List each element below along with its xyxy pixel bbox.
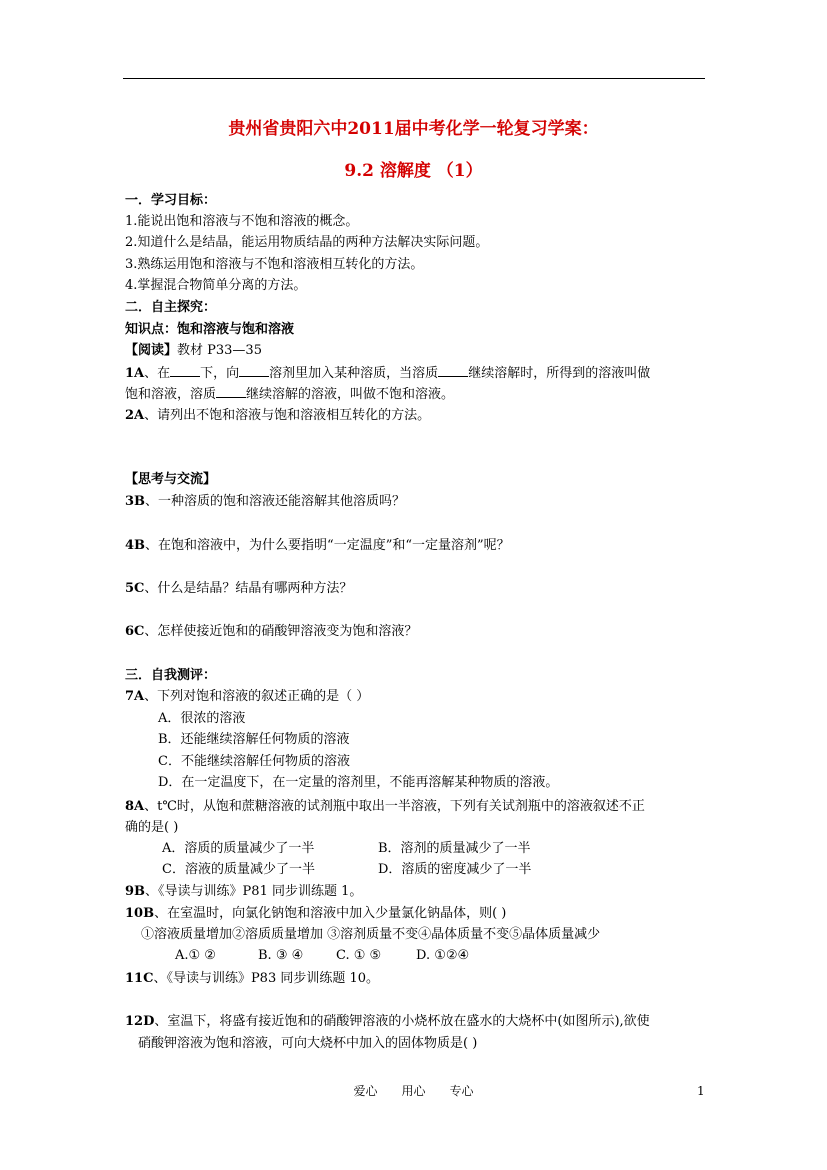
question-1 [125, 363, 650, 384]
section1-heading: 一．学习目标： [125, 193, 217, 208]
question-number: 9B [125, 884, 146, 899]
option-c[interactable]: C. ① ⑤ [336, 948, 382, 963]
question-number: 10B [125, 906, 155, 921]
question-number: 5C [125, 581, 145, 596]
goal-item: 1.能说出饱和溶液与不饱和溶液的概念。 [125, 214, 359, 229]
option-a[interactable]: A．很浓的溶液 [158, 711, 246, 726]
question-text: 、《导读与训练》P83 同步训练题 10。 [153, 971, 380, 986]
question-12-cont: 硝酸钾溶液为饱和溶液，可向大烧杯中加入的固体物质是( ) [138, 1036, 478, 1051]
footer-text: 爱心 [353, 1084, 378, 1098]
knowledge-point: 知识点：饱和溶液与饱和溶液 [125, 322, 295, 337]
option-b[interactable]: B．还能继续溶解任何物质的溶液 [158, 732, 350, 747]
question-text: 继续溶解的溶液，叫做不饱和溶液。 [246, 387, 455, 402]
question-number: 3B [125, 494, 146, 509]
question-text: 溶剂里加入某种溶质，当溶质 [269, 366, 439, 381]
question-number: 11C [125, 971, 154, 986]
option-c[interactable]: C．不能继续溶解任何物质的溶液 [158, 754, 350, 769]
footer-text: 用心 [401, 1084, 426, 1098]
question-12 [125, 1012, 650, 1032]
page-title: 贵州省贵阳六中2011届中考化学一轮复习学案： [228, 119, 599, 139]
option-d[interactable]: D. ①②④ [416, 948, 470, 963]
header-rule [123, 78, 705, 79]
question-6 [125, 622, 417, 642]
question-text: 、一种溶质的饱和溶液还能溶解其他溶质吗？ [145, 494, 406, 509]
question-text: 、怎样使接近饱和的硝酸钾溶液变为饱和溶液？ [144, 624, 418, 639]
question-text: 、什么是结晶？结晶有哪两种方法？ [144, 581, 353, 596]
option-a[interactable]: A.① ② [175, 948, 216, 963]
question-11 [125, 969, 379, 989]
question-1-cont [125, 384, 454, 405]
think-heading: 【思考与交流】 [125, 472, 217, 487]
question-text: 、室温下，将盛有接近饱和的硝酸钾溶液的小烧杯放在盛水的大烧杯中(如图所示),欲使 [154, 1014, 650, 1029]
question-text: 、在室温时，向氯化钠饱和溶液中加入少量氯化钠晶体，则( ) [154, 906, 507, 921]
read-text: 教材 P33—35 [177, 343, 262, 358]
question-number: 12D [125, 1014, 155, 1029]
answer-blank[interactable] [239, 363, 269, 377]
option-d[interactable]: D．在一定温度下，在一定量的溶剂里，不能再溶解某种物质的溶液。 [158, 775, 559, 790]
question-number: 4B [125, 538, 146, 553]
question-10 [125, 904, 506, 924]
question-4 [125, 536, 510, 556]
section3-heading: 三．自我测评： [125, 668, 217, 683]
question-7 [125, 687, 369, 707]
question-3 [125, 492, 405, 512]
question-number: 6C [125, 624, 145, 639]
answer-blank[interactable] [170, 363, 200, 377]
page-number: 1 [697, 1084, 705, 1098]
question-5 [125, 579, 352, 599]
question-8 [125, 797, 645, 817]
question-text: 继续溶解时，所得到的溶液叫做 [468, 366, 651, 381]
question-text: 下，向 [200, 366, 240, 381]
goal-item: 2.知道什么是结晶，能运用物质结晶的两种方法解决实际问题。 [125, 235, 489, 250]
question-text: 、t℃时，从饱和蔗糖溶液的试剂瓶中取出一半溶液，下列有关试剂瓶中的溶液叙述不正 [144, 799, 645, 814]
goal-item: 4.掌握混合物简单分离的方法。 [125, 278, 307, 293]
question-text: 、下列对饱和溶液的叙述正确的是（ ） [144, 689, 370, 704]
read-tag: 【阅读】 [125, 343, 178, 358]
question-8-cont: 确的是( ) [125, 820, 179, 835]
question-text: 、在饱和溶液中，为什么要指明“一定温度”和“一定量溶剂”呢？ [145, 538, 510, 553]
question-text: 、请列出不饱和溶液与饱和溶液相互转化的方法。 [144, 408, 431, 423]
question-text: 、在 [144, 366, 171, 381]
option-d[interactable]: D．溶质的密度减少了一半 [378, 862, 532, 877]
page-subtitle: 9.2 溶解度 （1） [344, 161, 483, 181]
question-text: 饱和溶液，溶质 [125, 387, 217, 402]
read-line [125, 341, 262, 361]
footer-text: 专心 [449, 1084, 474, 1098]
question-text: 、《导读与训练》P81 同步训练题 1。 [145, 884, 363, 899]
question-number: 8A [125, 799, 145, 814]
question-number: 1A [125, 366, 145, 381]
option-a[interactable]: A．溶质的质量减少了一半 [162, 841, 315, 856]
section2-heading: 二．自主探究： [125, 300, 217, 315]
question-number: 2A [125, 408, 145, 423]
question-10-items: ①溶液质量增加②溶质质量增加 ③溶剂质量不变④晶体质量不变⑤晶体质量减少 [141, 927, 601, 942]
question-9 [125, 882, 362, 902]
option-c[interactable]: C．溶液的质量减少了一半 [162, 862, 315, 877]
question-2 [125, 406, 430, 426]
answer-blank[interactable] [438, 363, 468, 377]
option-b[interactable]: B. ③ ④ [258, 948, 304, 963]
answer-blank[interactable] [216, 384, 246, 398]
question-number: 7A [125, 689, 145, 704]
option-b[interactable]: B．溶剂的质量减少了一半 [378, 841, 531, 856]
goal-item: 3.熟练运用饱和溶液与不饱和溶液相互转化的方法。 [125, 257, 424, 272]
